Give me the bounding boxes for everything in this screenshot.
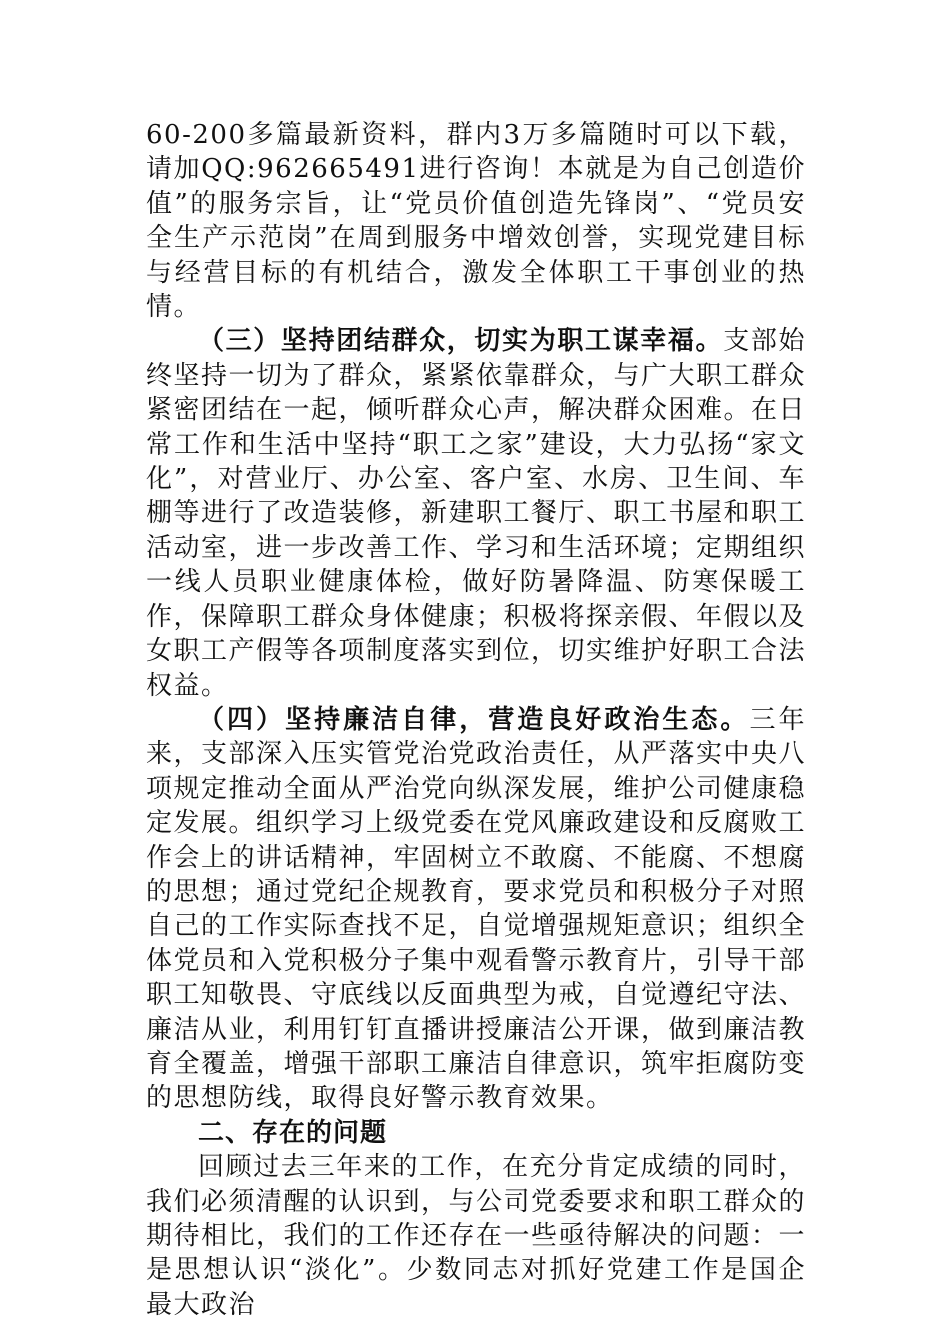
paragraph-text: 三年来，支部深入压实管党治党政治责任，从严落实中央八项规定推动全面从严治党向纵深发展，维护公司健康稳定发展。组织学习上级党委在党风廉政建设和反腐败工作会上的讲话精神，牢固树立不敢腐、不能腐、不想腐的思想；通过党纪企规教育，要求党员和积极分子对照自己的工作实际查找不足，自觉增强规矩意识；组织全体党员和入党积极分子集中观看警示教育片，引导干部职工知敬畏、守底线以反面典型为戒，自觉遵纪守法、廉洁从业，利用钉钉直播讲授廉洁公开课，做到廉洁教育全覆盖，增强干部职工廉洁自律意识，筑牢拒腐防变的思想防线，取得良好警示教育效果。	[146, 704, 807, 1114]
paragraph-lead-heading: （四）坚持廉洁自律，营造良好政治生态。	[198, 704, 750, 735]
paragraph-unity-with-masses	[146, 324, 806, 702]
paragraph-integrity	[146, 703, 806, 1116]
paragraph-text: 回顾过去三年来的工作，在充分肯定成绩的同时，我们必须清醒的认识到，与公司党委要求和职工群众的期待相比，我们的工作还存在一些亟待解决的问题：一是思想认识“淡化”。少数同志对抓好党建工作是国企最大政治	[146, 1152, 807, 1320]
paragraph-text: 60-200多篇最新资料，群内3万多篇随时可以下载，请加QQ:962665491进行咨询！本就是为自己创造价值”的服务宗旨，让“党员价值创造先锋岗”、“党员安全生产示范岗”在周到服务中增效创誉，实现党建目标与经营目标的有机结合，激发全体职工干事创业的热情。	[146, 120, 806, 323]
paragraph-problems	[146, 1150, 806, 1322]
section-heading: 二、存在的问题	[198, 1117, 388, 1148]
paragraph-text: 支部始终坚持一切为了群众，紧紧依靠群众，与广大职工群众紧密团结在一起，倾听群众心声，解决群众困难。在日常工作和生活中坚持“职工之家”建设，大力弘扬“家文化”，对营业厅、办公室、客户室、水房、卫生间、车棚等进行了改造装修，新建职工餐厅、职工书屋和职工活动室，进一步改善工作、学习和生活环境；定期组织一线人员职业健康体检，做好防暑降温、防寒保暖工作，保障职工群众身体健康；积极将探亲假、年假以及女职工产假等各项制度落实到位，切实维护好职工合法权益。	[146, 326, 807, 701]
paragraph-continuation	[146, 118, 806, 324]
paragraph-lead-heading: （三）坚持团结群众，切实为职工谋幸福。	[198, 326, 724, 357]
document-body	[146, 118, 806, 1322]
